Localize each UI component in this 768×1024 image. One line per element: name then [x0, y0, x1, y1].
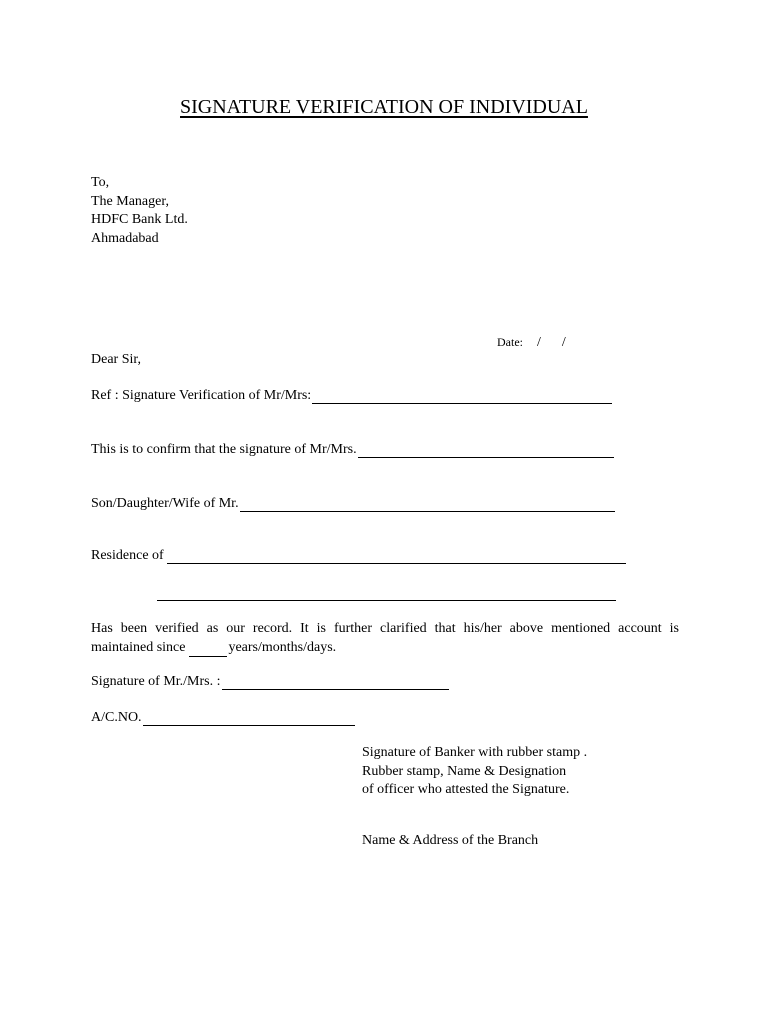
confirm-label: This is to confirm that the signature of Mr/Mrs. — [91, 442, 357, 457]
ref-name-blank[interactable] — [312, 389, 612, 404]
paragraph-line-2-prefix: maintained since — [91, 639, 186, 655]
paragraph-line-2-suffix: years/months/days. — [228, 639, 337, 655]
residence-blank-2[interactable] — [157, 600, 616, 601]
salutation-text: Dear Sir, — [91, 352, 141, 367]
signature-label: Signature of Mr./Mrs. : — [91, 674, 221, 689]
relation-name-blank[interactable] — [240, 497, 615, 512]
residence-label: Residence of — [91, 548, 164, 563]
date-label: Date: — [497, 335, 523, 349]
date-field — [497, 335, 566, 351]
address-city: Ahmadabad — [91, 230, 159, 246]
confirm-row — [91, 442, 614, 458]
residence-blank-1[interactable] — [167, 549, 626, 564]
account-row — [91, 710, 355, 726]
duration-blank[interactable] — [189, 643, 227, 657]
date-separators: / / — [537, 335, 566, 350]
banker-line-2: Rubber stamp, Name & Designation — [362, 763, 567, 779]
address-recipient: The Manager, — [91, 193, 169, 209]
paragraph-line-2 — [91, 639, 679, 658]
verification-paragraph — [91, 620, 679, 657]
recipient-address — [91, 174, 188, 248]
banker-line-1: Signature of Banker with rubber stamp . — [362, 745, 588, 760]
relation-row — [91, 496, 615, 512]
salutation — [91, 352, 141, 368]
relation-label: Son/Daughter/Wife of Mr. — [91, 496, 239, 511]
paragraph-line-1: Has been verified as our record. It is further clarified that his/her above mentioned account is — [91, 621, 679, 636]
address-to: To, — [91, 175, 110, 190]
signature-blank[interactable] — [222, 675, 449, 690]
account-label: A/C.NO. — [91, 710, 142, 725]
ref-row — [91, 388, 612, 404]
signature-row — [91, 674, 449, 690]
account-number-blank[interactable] — [143, 711, 355, 726]
confirm-name-blank[interactable] — [358, 443, 614, 458]
residence-row — [91, 548, 626, 564]
form-title: SIGNATURE VERIFICATION OF INDIVIDUAL — [180, 96, 588, 118]
banker-line-3: of officer who attested the Signature. — [362, 782, 570, 797]
address-bank: HDFC Bank Ltd. — [91, 212, 188, 227]
banker-attestation-block — [362, 744, 587, 800]
ref-label: Ref : Signature Verification of Mr/Mrs: — [91, 388, 312, 403]
branch-label: Name & Address of the Branch — [362, 833, 539, 848]
